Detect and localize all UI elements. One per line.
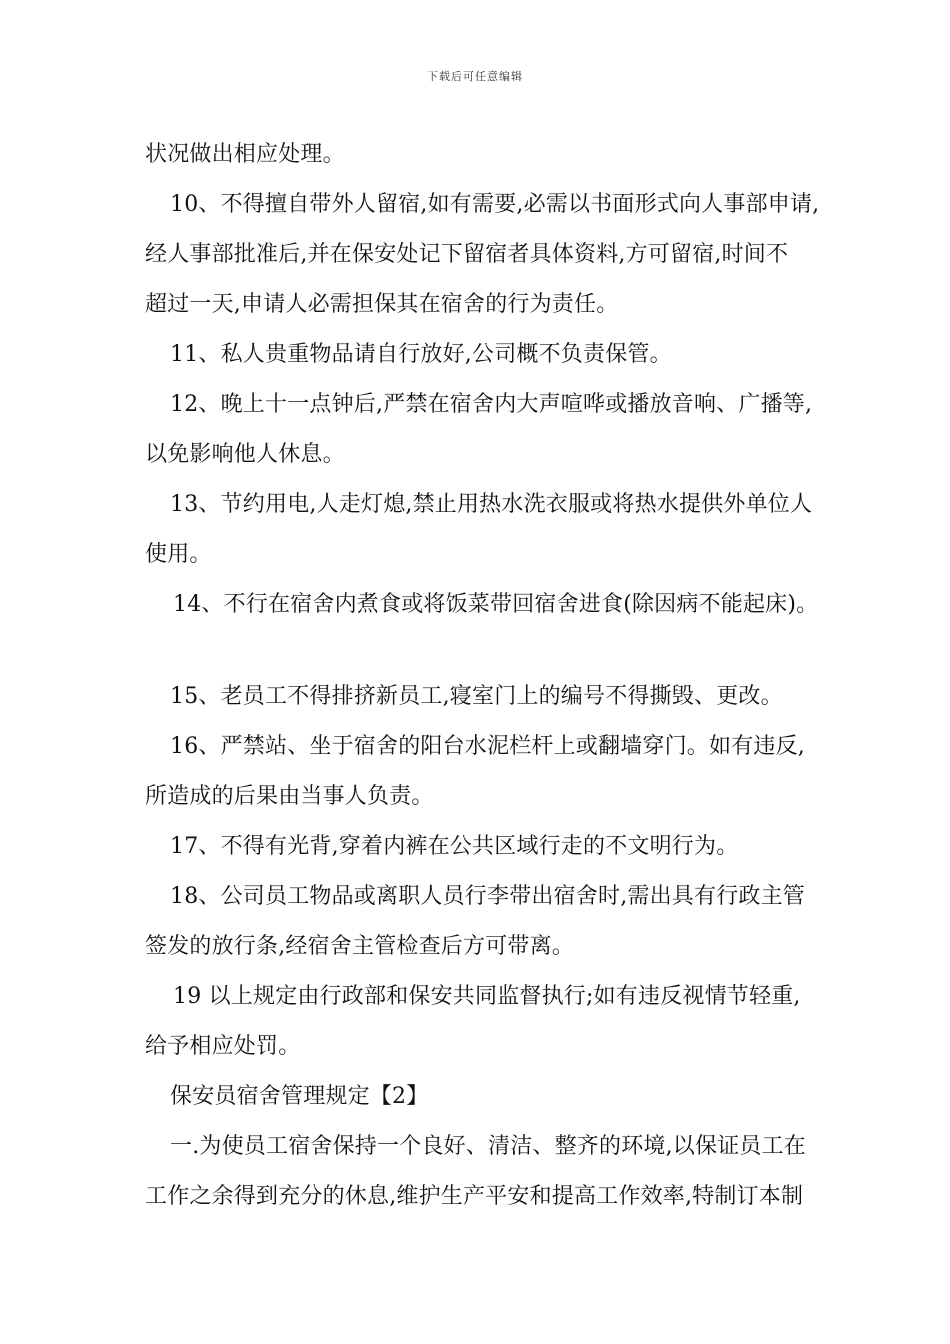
rule-18-line-1: 18、公司员工物品或离职人员行李带出宿舍时,需出具有行政主管 <box>170 884 805 909</box>
page-header: 下载后可任意编辑 <box>427 70 523 83</box>
rule-10-line-2: 经人事部批准后,并在保安处记下留宿者具体资料,方可留宿,时间不 <box>145 242 789 267</box>
section-para-line-2: 工作之余得到充分的休息,维护生产平安和提高工作效率,特制订本制 <box>145 1184 804 1209</box>
rule-13-line-1: 13、节约用电,人走灯熄,禁止用热水洗衣服或将热水提供外单位人 <box>170 492 813 517</box>
blank-gap <box>145 630 815 672</box>
rule-16-line-1: 16、严禁站、坐于宿舍的阳台水泥栏杆上或翻墙穿门。如有违反, <box>170 734 805 759</box>
rule-11: 11、私人贵重物品请自行放好,公司概不负责保管。 <box>170 342 672 367</box>
rule-17: 17、不得有光背,穿着内裤在公共区域行走的不文明行为。 <box>170 834 739 859</box>
rule-10-line-1: 10、不得擅自带外人留宿,如有需要,必需以书面形式向人事部申请, <box>170 192 820 217</box>
rule-18-line-2: 签发的放行条,经宿舍主管检查后方可带离。 <box>145 934 574 959</box>
section-heading: 保安员宿舍管理规定【2】 <box>170 1084 429 1109</box>
rule-10-line-3: 超过一天,申请人必需担保其在宿舍的行为责任。 <box>145 292 619 317</box>
rule-19-line-1: 19 以上规定由行政部和保安共同监督执行;如有违反视情节轻重, <box>173 984 801 1009</box>
paragraph-line: 状况做出相应处理。 <box>145 142 345 167</box>
rule-12-line-1: 12、晚上十一点钟后,严禁在宿舍内大声喧哗或播放音响、广播等, <box>170 392 813 417</box>
rule-16-line-2: 所造成的后果由当事人负责。 <box>145 784 434 809</box>
rule-15: 15、老员工不得排挤新员工,寝室门上的编号不得撕毁、更改。 <box>170 684 783 709</box>
rule-13-line-2: 使用。 <box>145 542 212 567</box>
section-para-line-1: 一.为使员工宿舍保持一个良好、清洁、整齐的环境,以保证员工在 <box>170 1134 806 1159</box>
rule-14: 14、不行在宿舍内煮食或将饭菜带回宿舍进食(除因病不能起床)。 <box>173 592 819 617</box>
rule-12-line-2: 以免影响他人休息。 <box>145 442 345 467</box>
rule-19-line-2: 给予相应处罚。 <box>145 1034 301 1059</box>
document-body <box>145 130 820 1222</box>
